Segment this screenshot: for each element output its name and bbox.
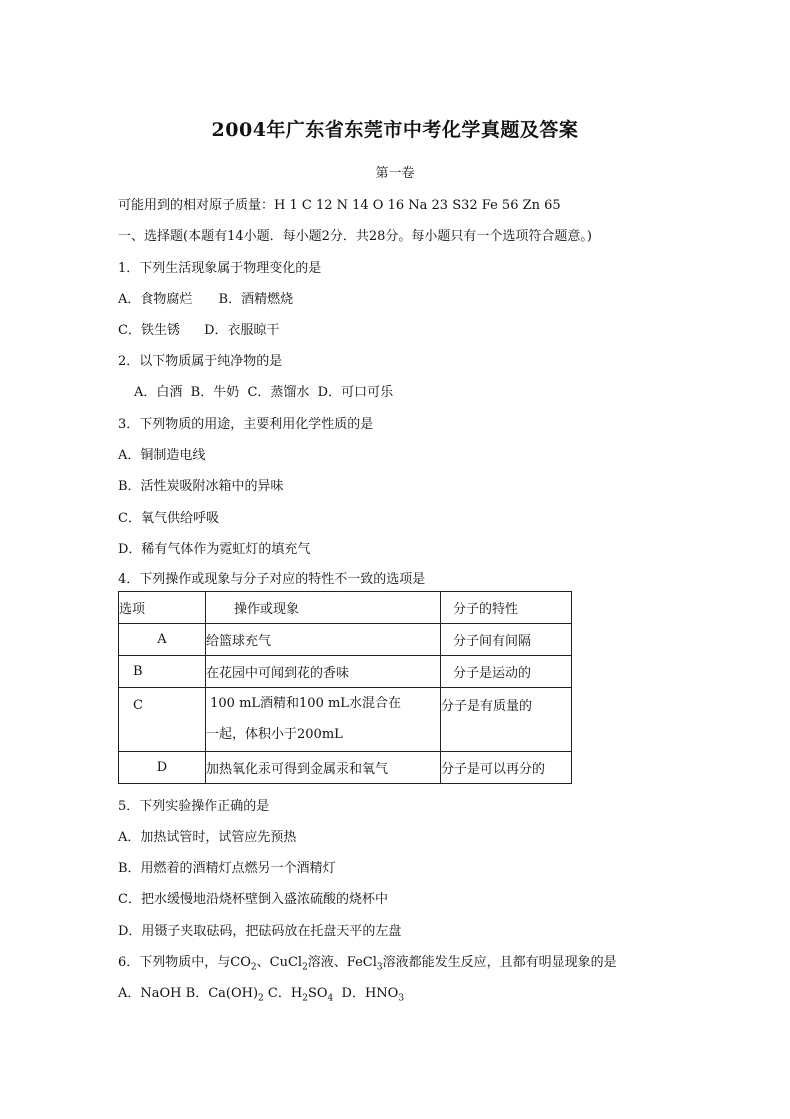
subscript: 2 xyxy=(250,962,257,973)
q3-option-a: A．铜制造电线 xyxy=(118,448,206,463)
q3-option-d: D．稀有气体作为霓虹灯的填充气 xyxy=(118,542,311,557)
row-property: 分子是运动的 xyxy=(441,656,572,688)
row-operation-line-2: 一起，体积小于200mL xyxy=(206,727,343,742)
volume-label: 第一卷 xyxy=(375,166,415,181)
page-title: 2004年广东省东莞市中考化学真题及答案 xyxy=(211,119,579,141)
q6-option-a: A．NaOH xyxy=(118,986,186,1001)
q2-options: A．白酒 B．牛奶 C．蒸馏水 D．可口可乐 xyxy=(134,385,394,400)
row-property: 分子是有质量的 xyxy=(441,688,572,752)
atomic-mass-line: 可能用到的相对原子质量：H 1 C 12 N 14 O 16 Na 23 S32 Fe 56 Zn 65 xyxy=(118,198,561,213)
q6-option-c: C．H xyxy=(263,986,303,1001)
q3-stem: 3．下列物质的用途，主要利用化学性质的是 xyxy=(118,417,374,432)
q6-options xyxy=(118,982,404,1004)
table-row xyxy=(119,624,572,656)
q6-option-b: B．Ca(OH) xyxy=(185,986,259,1001)
header-option: 选项 xyxy=(119,592,206,624)
subscript: 2 xyxy=(302,993,308,1004)
row-property: 分子是可以再分的 xyxy=(441,752,572,784)
row-option: D xyxy=(119,752,206,784)
header-operation: 操作或现象 xyxy=(206,592,441,624)
q6-stem xyxy=(118,951,617,973)
row-property: 分子间有间隔 xyxy=(441,624,572,656)
q5-option-a: A．加热试管时，试管应先预热 xyxy=(118,830,297,845)
q1-stem: 1．下列生活现象属于物理变化的是 xyxy=(118,261,322,276)
subscript: 2 xyxy=(258,993,264,1004)
table-header-row xyxy=(119,592,572,624)
header-property: 分子的特性 xyxy=(441,592,572,624)
q5-option-c: C．把水缓慢地沿烧杯壁倒入盛浓硫酸的烧杯中 xyxy=(118,892,388,907)
row-operation: 加热氧化汞可得到金属汞和氧气 xyxy=(206,752,441,784)
q5-option-d: D．用镊子夹取砝码，把砝码放在托盘天平的左盘 xyxy=(118,924,402,939)
q1-options-cd xyxy=(118,319,280,338)
q2-stem: 2．以下物质属于纯净物的是 xyxy=(118,354,283,369)
row-operation: 在花园中可闻到花的香味 xyxy=(206,656,441,688)
row-option: B xyxy=(119,656,206,688)
subscript: 3 xyxy=(376,962,383,973)
q6-option-d: D．HNO xyxy=(333,986,399,1001)
subscript: 2 xyxy=(302,962,308,973)
q6-stem-part: 溶液、FeCl xyxy=(307,955,377,970)
table-row xyxy=(119,656,572,688)
row-option: C xyxy=(119,688,206,752)
q5-option-b: B．用燃着的酒精灯点燃另一个酒精灯 xyxy=(118,861,336,876)
row-operation-line-1: 100 mL酒精和100 mL水混合在 xyxy=(206,696,401,711)
subscript: 3 xyxy=(398,993,405,1004)
q6-stem-part: 、CuCl xyxy=(256,955,303,970)
section-heading: 一、选择题(本题有14小题．每小题2分．共28分。每小题只有一个选项符合题意。) xyxy=(118,229,592,244)
q4-table xyxy=(118,591,572,784)
table-row xyxy=(119,688,572,752)
q5-stem: 5．下列实验操作正确的是 xyxy=(118,799,270,814)
row-option: A xyxy=(119,624,206,656)
q1-option-d: D．衣服晾干 xyxy=(204,323,280,338)
q1-option-a: A．食物腐烂 xyxy=(118,292,193,307)
q4-stem: 4．下列操作或现象与分子对应的特性不一致的选项是 xyxy=(118,572,426,587)
q6-stem-part: 6．下列物质中，与CO xyxy=(118,955,251,970)
table-row xyxy=(119,752,572,784)
q1-options-ab xyxy=(118,288,293,307)
q3-option-b: B．活性炭吸附冰箱中的异味 xyxy=(118,479,284,494)
q6-stem-part: 溶液都能发生反应，且都有明显现象的是 xyxy=(382,955,617,970)
q3-option-c: C．氧气供给呼吸 xyxy=(118,511,219,526)
row-operation: 给篮球充气 xyxy=(206,624,441,656)
q1-option-c: C．铁生锈 xyxy=(118,323,180,338)
subscript: 4 xyxy=(327,993,334,1004)
q1-option-b: B．酒精燃烧 xyxy=(218,292,294,307)
row-operation xyxy=(206,688,441,752)
q6-option-c-mid: SO xyxy=(307,986,328,1001)
